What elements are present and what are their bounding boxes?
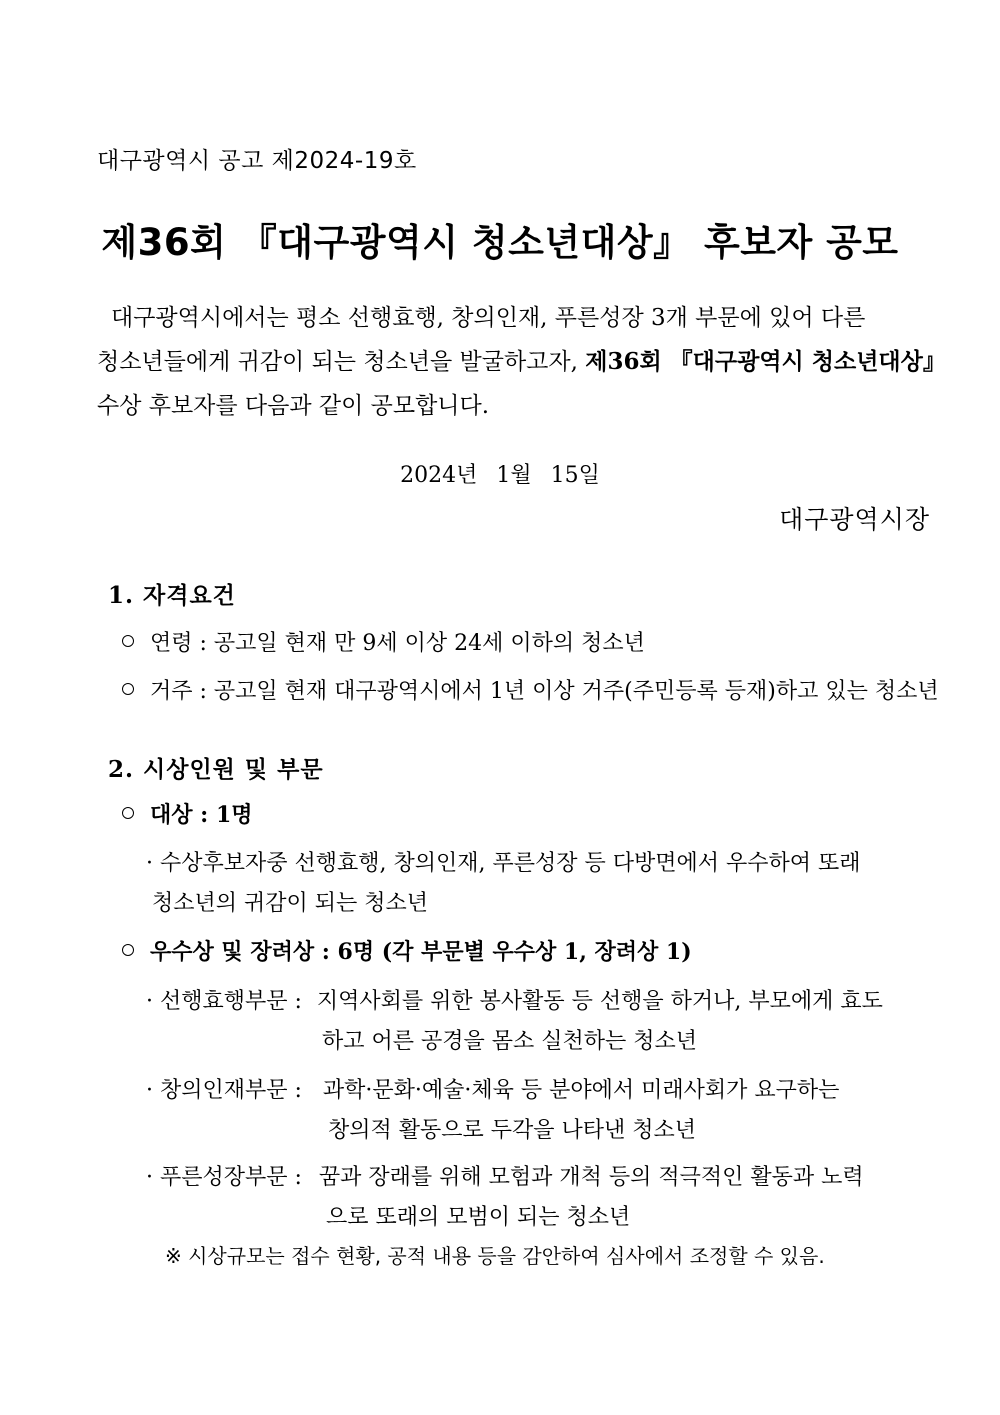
intro-line-3: 수상 후보자를 다음과 같이 공모합니다. xyxy=(97,393,490,419)
intro-award-name: 제36회 『대구광역시 청소년대상』 xyxy=(585,348,946,375)
category-green-growth-label: · 푸른성장부문 : xyxy=(146,1165,302,1190)
category-good-deeds-line-1: 지역사회를 위한 봉사활동 등 선행을 하거나, 부모에게 효도 xyxy=(316,989,883,1014)
excellence-prize-item xyxy=(122,935,692,966)
grand-prize-title: 대상 : 1명 xyxy=(150,802,253,828)
category-creative-talent-line-2: 창의적 활동으로 두각을 나타낸 청소년 xyxy=(328,1118,697,1143)
grand-prize-desc-line-2: 청소년의 귀감이 되는 청소년 xyxy=(152,891,429,916)
grand-prize-item xyxy=(122,798,253,829)
grand-prize-desc-line-1: · 수상후보자중 선행효행, 창의인재, 푸른성장 등 다방면에서 우수하여 또래 xyxy=(146,851,861,876)
category-green-growth-line-2: 으로 또래의 모범이 되는 청소년 xyxy=(326,1205,631,1230)
issuer-name: 대구광역시장 xyxy=(779,505,930,534)
eligibility-residence-text: 거주 : 공고일 현재 대구광역시에서 1년 이상 거주(주민등록 등재)하고 있는 청소년 xyxy=(150,679,939,704)
excellence-prize-title: 우수상 및 장려상 : 6명 (각 부문별 우수상 1, 장려상 1) xyxy=(150,939,692,965)
intro-paragraph xyxy=(97,296,946,428)
circle-bullet-icon xyxy=(122,635,134,647)
document-title: 제36회 『대구광역시 청소년대상』 후보자 공모 xyxy=(101,221,899,264)
category-creative-talent-line-1: 과학·문화·예술·체육 등 분야에서 미래사회가 요구하는 xyxy=(322,1078,840,1103)
intro-line-1: 대구광역시에서는 평소 선행효행, 창의인재, 푸른성장 3개 부문에 있어 다른 xyxy=(111,305,866,331)
notice-date: 2024년 1월 15일 xyxy=(400,463,600,488)
section-awards-heading: 2. 시상인원 및 부문 xyxy=(108,756,324,783)
eligibility-age-text: 연령 : 공고일 현재 만 9세 이상 24세 이하의 청소년 xyxy=(150,631,645,656)
category-green-growth-line-1: 꿈과 장래를 위해 모험과 개척 등의 적극적인 활동과 노력 xyxy=(318,1165,864,1190)
category-good-deeds xyxy=(146,984,883,1015)
eligibility-age xyxy=(122,626,645,657)
category-good-deeds-line-2: 하고 어른 공경을 몸소 실천하는 청소년 xyxy=(322,1029,697,1054)
footnote: ※ 시상규모는 접수 현황, 공적 내용 등을 감안하여 심사에서 조정할 수 있음. xyxy=(165,1244,825,1268)
category-creative-talent-label: · 창의인재부문 : xyxy=(146,1078,302,1103)
circle-bullet-icon xyxy=(122,944,134,956)
intro-line-2 xyxy=(97,340,946,384)
category-green-growth xyxy=(146,1160,864,1191)
section-eligibility-heading: 1. 자격요건 xyxy=(108,582,236,609)
intro-line-2-text: 청소년들에게 귀감이 되는 청소년을 발굴하고자, xyxy=(97,349,586,375)
notice-number: 대구광역시 공고 제2024-19호 xyxy=(97,148,417,174)
circle-bullet-icon xyxy=(122,807,134,819)
circle-bullet-icon xyxy=(122,683,134,695)
category-creative-talent xyxy=(146,1073,839,1104)
eligibility-residence xyxy=(122,674,939,705)
category-good-deeds-label: · 선행효행부문 : xyxy=(146,989,302,1014)
